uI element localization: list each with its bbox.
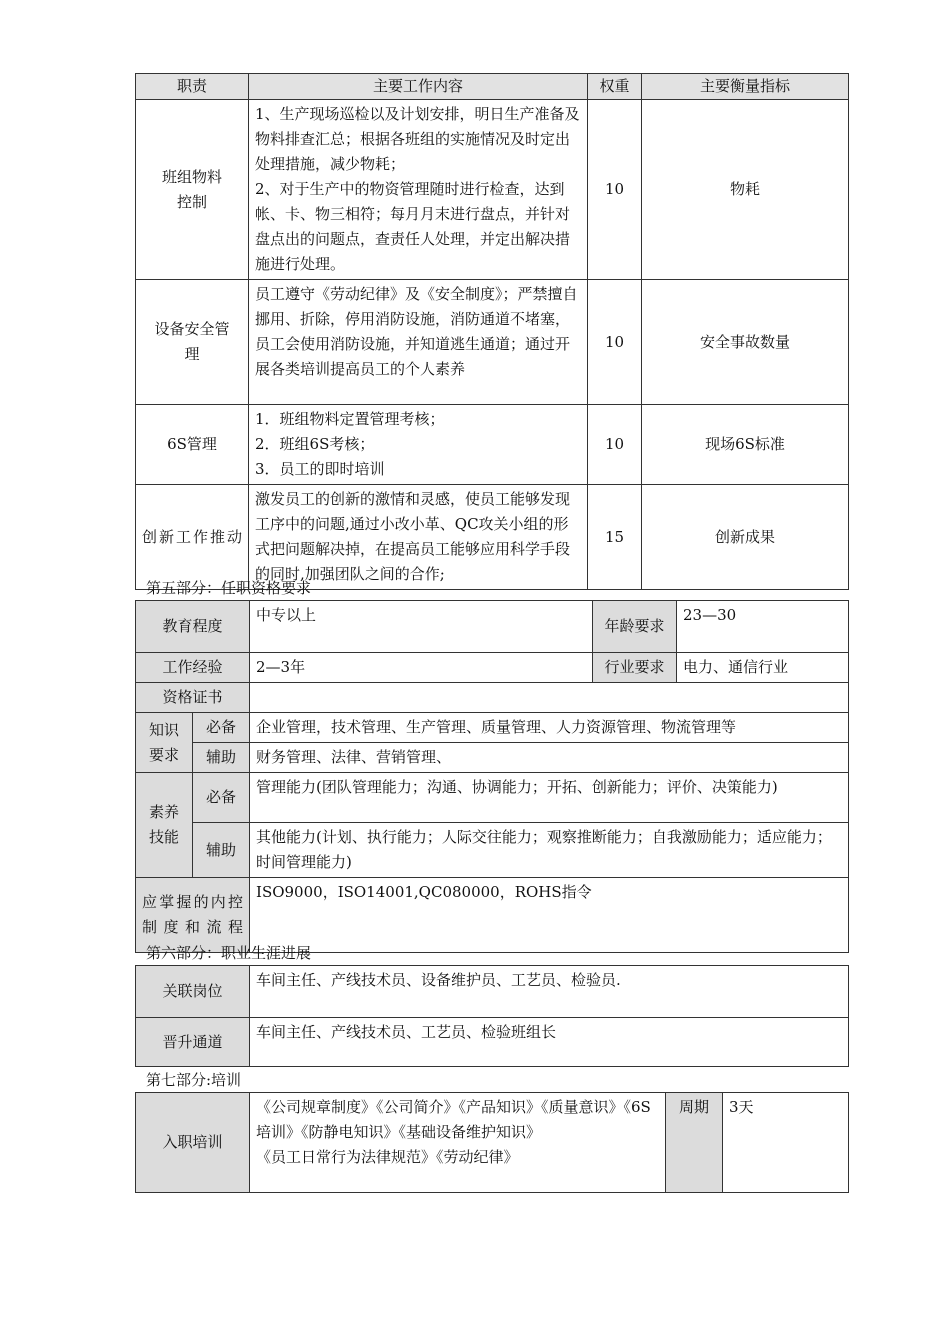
knowledge-assist-row xyxy=(136,743,849,773)
skill-assist-value: 其他能力(计划、执行能力；人际交往能力；观察推断能力；自我激励能力；适应能力；时间管理能力) xyxy=(250,823,849,878)
section5-title: 第五部分：任职资格要求 xyxy=(146,579,312,597)
metric-cell: 创新成果 xyxy=(642,485,849,590)
header-metric: 主要衡量指标 xyxy=(642,74,849,100)
experience-value: 2—3年 xyxy=(250,653,593,683)
period-label: 周期 xyxy=(666,1093,723,1193)
induction-value: 《公司规章制度》《公司简介》《产品知识》《质量意识》《6S培训》《防静电知识》《基础设备维护知识》 《员工日常行为法律规范》《劳动纪律》 xyxy=(250,1093,666,1193)
control-value: ISO9000，ISO14001,QC080000，ROHS指令 xyxy=(250,878,849,953)
header-weight: 权重 xyxy=(588,74,642,100)
related-value: 车间主任、产线技术员、设备维护员、工艺员、检验员. xyxy=(250,966,849,1018)
qualification-table xyxy=(135,600,849,953)
promotion-label: 晋升通道 xyxy=(136,1018,250,1067)
duty-cell: 创新工作推动 xyxy=(136,485,249,590)
weight-cell: 10 xyxy=(588,405,642,485)
duty-cell: 设备安全管 理 xyxy=(136,280,249,405)
career-table xyxy=(135,965,849,1067)
experience-label: 工作经验 xyxy=(136,653,250,683)
cert-value xyxy=(250,683,849,713)
table-row xyxy=(136,485,849,590)
weight-cell: 10 xyxy=(588,280,642,405)
knowledge-label: 知识要求 xyxy=(136,713,193,773)
related-row xyxy=(136,966,849,1018)
skill-required-row xyxy=(136,773,849,823)
duty-table-header xyxy=(136,74,849,100)
metric-cell: 物耗 xyxy=(642,100,849,280)
header-duty: 职责 xyxy=(136,74,249,100)
knowledge-required-value: 企业管理，技术管理、生产管理、质量管理、人力资源管理、物流管理等 xyxy=(250,713,849,743)
metric-cell: 现场6S标准 xyxy=(642,405,849,485)
table-row xyxy=(136,405,849,485)
duty-cell: 班组物料 控制 xyxy=(136,100,249,280)
content-cell: 员工遵守《劳动纪律》及《安全制度》；严禁擅自挪用、折除，停用消防设施，消防通道不堵塞，员工会使用消防设施，并知道逃生通道；通过开展各类培训提高员工的个人素养 xyxy=(249,280,588,405)
knowledge-required-label: 必备 xyxy=(193,713,250,743)
related-label: 关联岗位 xyxy=(136,966,250,1018)
age-value: 23—30 xyxy=(677,601,849,653)
period-value: 3天 xyxy=(723,1093,849,1193)
induction-row xyxy=(136,1093,849,1193)
experience-row xyxy=(136,653,849,683)
content-cell: 1．班组物料定置管理考核； 2．班组6S考核； 3．员工的即时培训 xyxy=(249,405,588,485)
promotion-row xyxy=(136,1018,849,1067)
industry-label: 行业要求 xyxy=(593,653,677,683)
table-row xyxy=(136,100,849,280)
education-value: 中专以上 xyxy=(250,601,593,653)
header-content: 主要工作内容 xyxy=(249,74,588,100)
education-label: 教育程度 xyxy=(136,601,250,653)
weight-cell: 10 xyxy=(588,100,642,280)
knowledge-required-row xyxy=(136,713,849,743)
skill-assist-row xyxy=(136,823,849,878)
weight-cell: 15 xyxy=(588,485,642,590)
age-label: 年龄要求 xyxy=(593,601,677,653)
skill-required-value: 管理能力(团队管理能力；沟通、协调能力；开拓、创新能力；评价、决策能力) xyxy=(250,773,849,823)
knowledge-assist-label: 辅助 xyxy=(193,743,250,773)
training-table xyxy=(135,1092,849,1193)
duty-cell: 6S管理 xyxy=(136,405,249,485)
promotion-value: 车间主任、产线技术员、工艺员、检验班组长 xyxy=(250,1018,849,1067)
table-row xyxy=(136,280,849,405)
control-label: 应掌握的内控制度和流程 xyxy=(136,878,250,953)
cert-row xyxy=(136,683,849,713)
content-cell: 1、生产现场巡检以及计划安排，明日生产准备及物料排查汇总；根据各班组的实施情况及时定出处理措施，减少物耗； 2、对于生产中的物资管理随时进行检查，达到帐、卡、物三相符；每月月末进行盘点，并针对盘点出的问题点，查责任人处理，并定出解决措施进行处理。 xyxy=(249,100,588,280)
education-row xyxy=(136,601,849,653)
skill-assist-label: 辅助 xyxy=(193,823,250,878)
duty-table xyxy=(135,73,849,590)
section6-title: 第六部分：职业生涯进展 xyxy=(146,944,312,962)
skill-label: 素养 技能 xyxy=(136,773,193,878)
metric-cell: 安全事故数量 xyxy=(642,280,849,405)
content-cell: 激发员工的创新的激情和灵感，使员工能够发现工序中的问题,通过小改小革、QC攻关小组的形式把问题解决掉，在提高员工能够应用科学手段的同时,加强团队之间的合作; xyxy=(249,485,588,590)
skill-required-label: 必备 xyxy=(193,773,250,823)
industry-value: 电力、通信行业 xyxy=(677,653,849,683)
knowledge-assist-value: 财务管理、法律、营销管理、 xyxy=(250,743,849,773)
section7-title: 第七部分:培训 xyxy=(146,1071,242,1089)
induction-label: 入职培训 xyxy=(136,1093,250,1193)
cert-label: 资格证书 xyxy=(136,683,250,713)
